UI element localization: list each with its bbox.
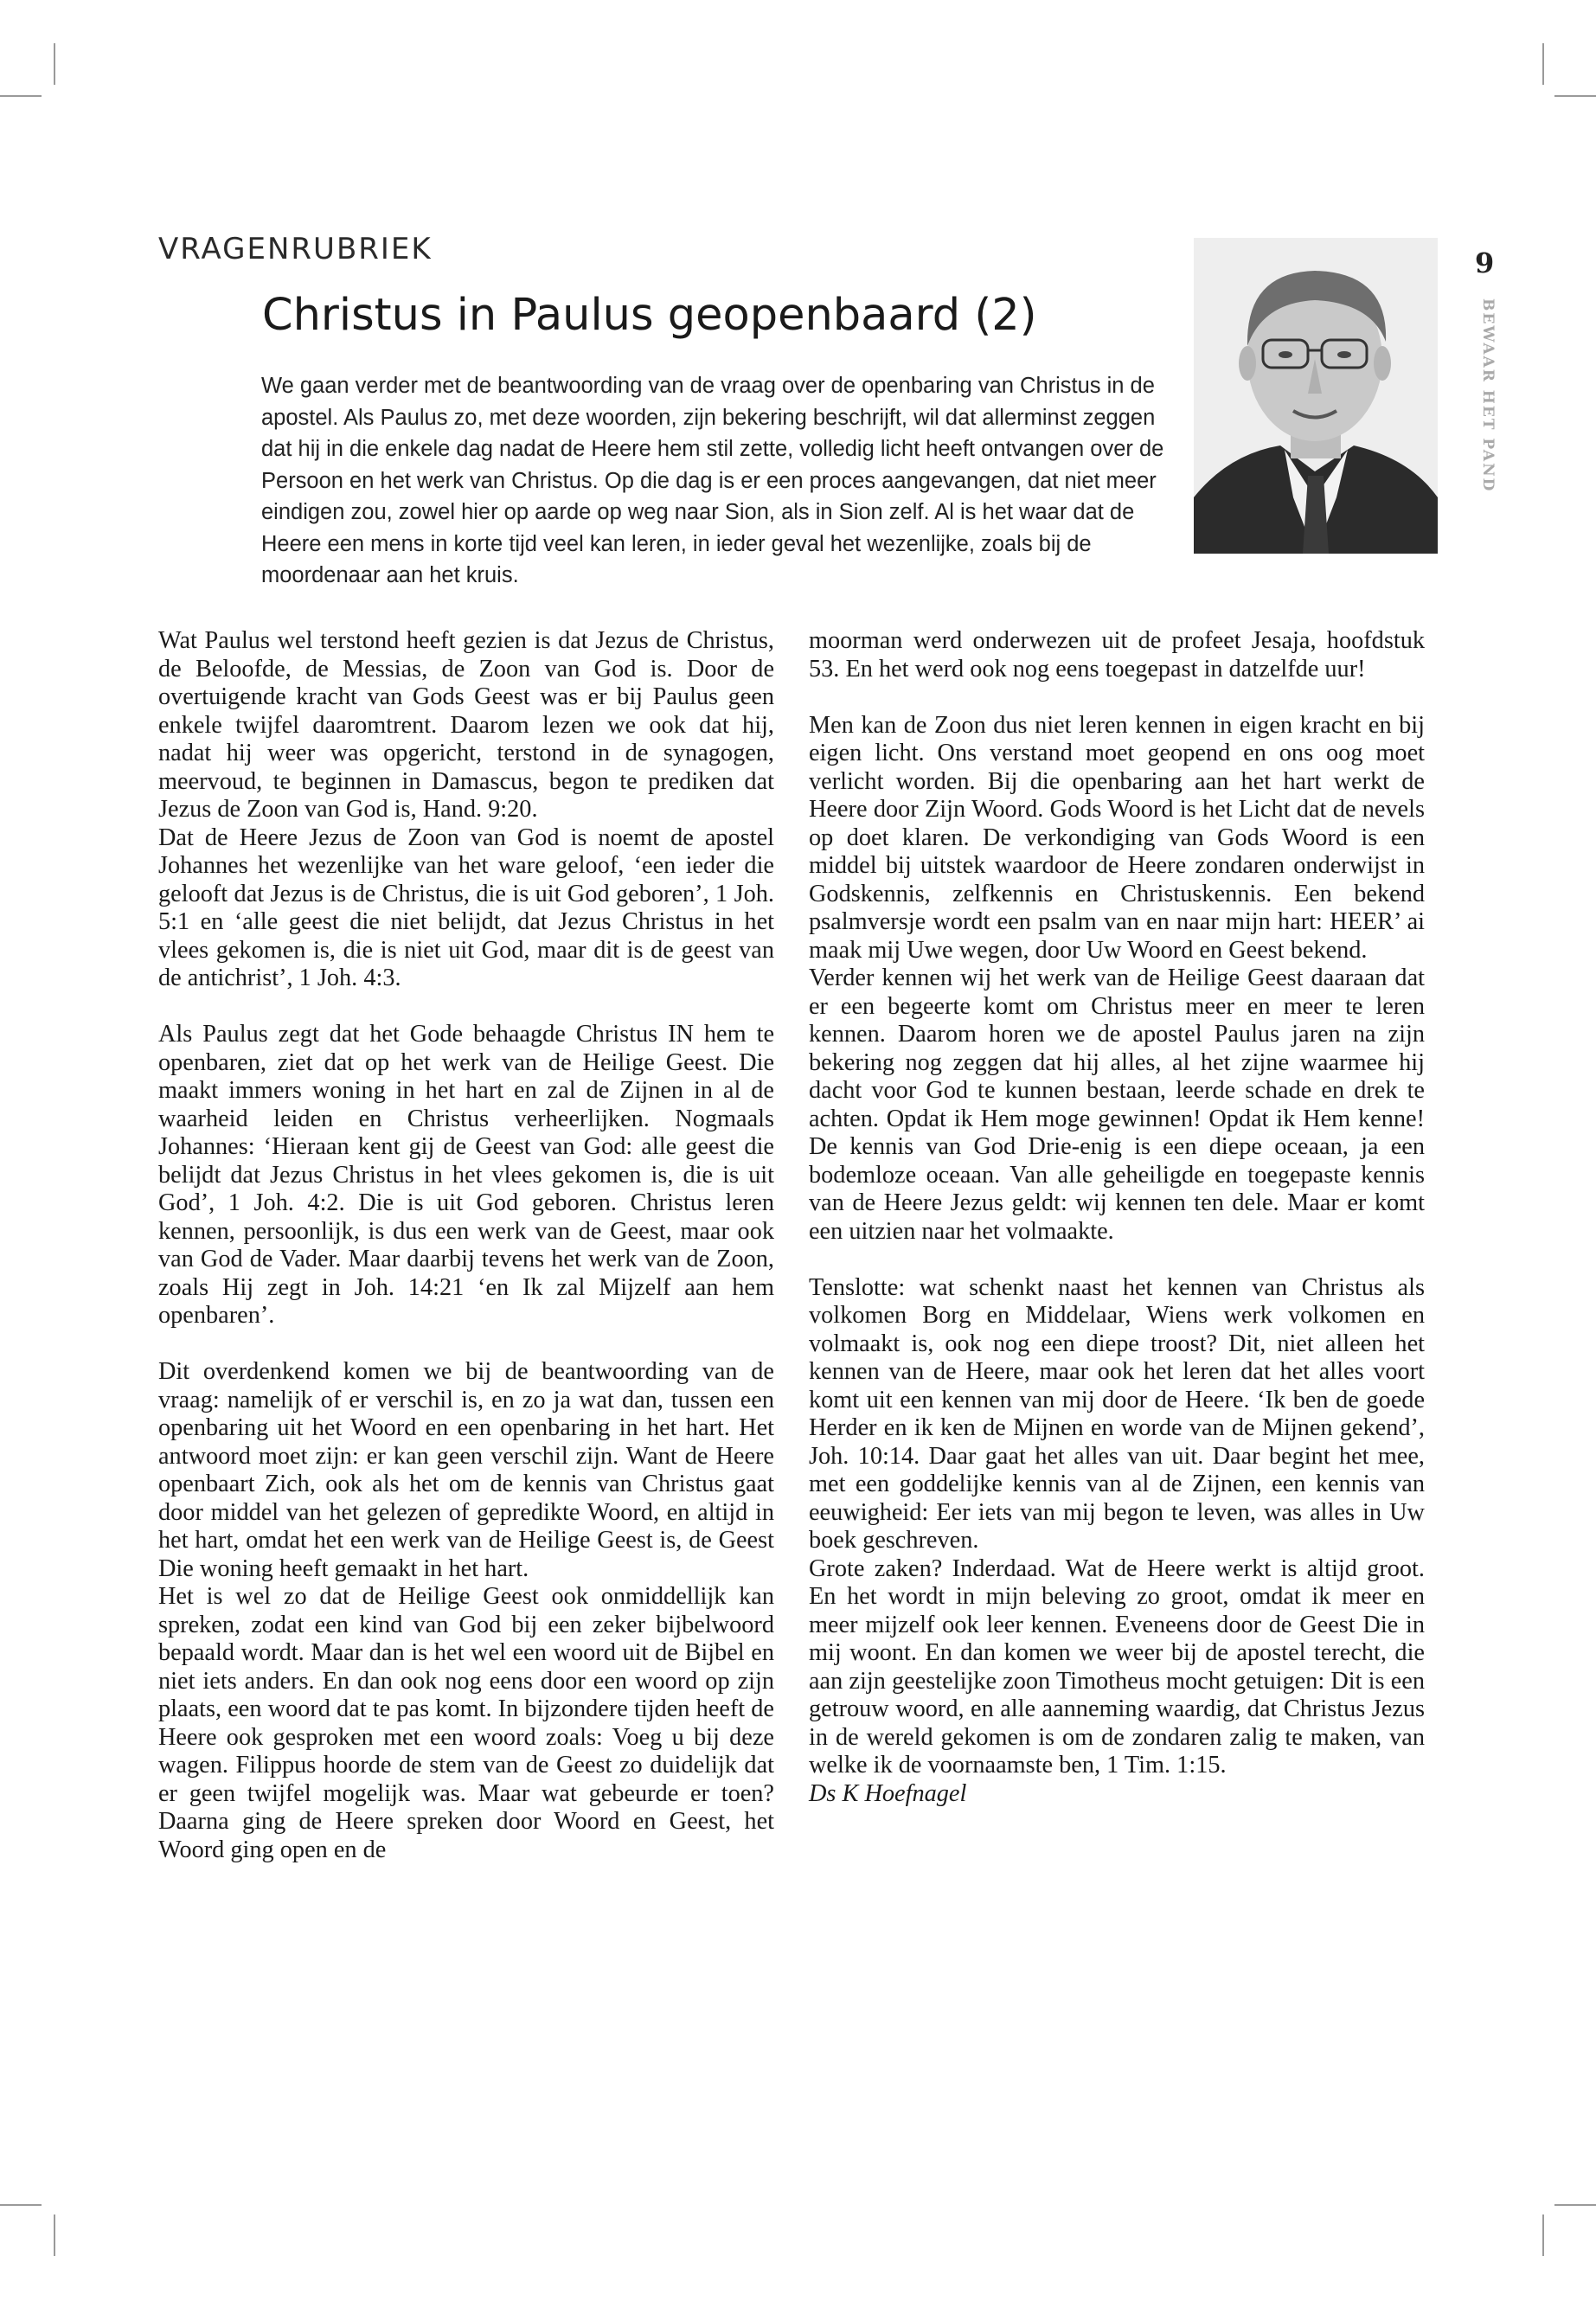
portrait-icon [1194, 238, 1438, 554]
crop-mark [54, 2214, 55, 2256]
intro-paragraph: We gaan verder met de beantwoording van de vraag over de openbaring van Christus in de apostel. Als Paulus zo, met deze woorden, zijn bekering beschrijft, wil dat allerminst zeggen dat hij in die enkele dag nadat de Heere hem stil zette, volledig licht heeft ontvangen over de Persoon en het werk van Christus. Op die dag is er een proces aangevangen, dat niet meer eindigen zou, zowel hier op aarde op weg naar Sion, als in Sion zelf. Al is het waar dat de Heere een mens in korte tijd veel kan leren, in ieder geval het wezenlijke, zoals bij de moordenaar aan het kruis. [261, 374, 1164, 587]
left-column [158, 627, 774, 1864]
crop-mark [0, 95, 42, 97]
crop-mark [54, 43, 55, 85]
body-paragraph: Als Paulus zegt dat het Gode behaagde Christus IN hem te openbaren, ziet dat op het werk van de Heilige Geest. Die maakt immers woning in het hart en zal de Zijnen in al de waarheid leiden en Christus verheerlijken. Nogmaals Johannes: ‘Hieraan kent gij de Geest van God: alle geest die belijdt dat Jezus Christus in het vlees gekomen is, die is uit God’, 1 Joh. 4:2. Die is uit God geboren. Christus leren kennen, persoonlijk, is dus een werk van de Geest, maar ook van God de Vader. Maar daarbij tevens het werk van de Zoon, zoals Hij zegt in Joh. 14:21 ‘en Ik zal Mijzelf aan hem openbaren’. [158, 1021, 774, 1329]
crop-mark [1554, 95, 1596, 97]
crop-mark [1554, 2204, 1596, 2206]
page-number: 9 [1475, 247, 1495, 279]
portrait-photo [1194, 238, 1438, 554]
author-signature: Ds K Hoefnagel [809, 1779, 967, 1807]
body-paragraph: Wat Paulus wel terstond heeft gezien is dat Jezus de Christus, de Beloofde, de Messias, de Zoon van God is. Door de overtuigende kracht van Gods Geest was er bij Paulus geen enkele twijfel daaromtrent. Daarom lezen we ook dat hij, nadat hij weer was opgericht, terstond in de synagogen, meervoud, te beginnen in Damascus, begon te prediken dat Jezus de Zoon van God is, Hand. 9:20. Dat de Heere Jezus de Zoon van God is noemt de apostel Johannes het wezenlijke van het ware geloof, ‘een ieder die gelooft dat Jezus is de Christus, die is uit God geboren’, 1 Joh. 5:1 en ‘alle geest die niet belijdt, dat Jezus Christus in het vlees gekomen is, die is niet uit God, maar dit is de geest van de antichrist’, 1 Joh. 4:3. [158, 627, 774, 991]
body-paragraph: Dit overdenkend komen we bij de beantwoording van de vraag: namelijk of er verschil is, en zo ja wat dan, tussen een openbaring uit het Woord en een openbaring in het hart. Het antwoord moet zijn: er kan geen verschil zijn. Want de Heere openbaart Zich, ook als het om de kennis van Christus gaat door middel van het gelezen of gepredikte Woord, en altijd in het hart, omdat het een werk van de Heilige Geest is, de Geest Die woning heeft gemaakt in het hart. Het is wel zo dat de Heilige Geest ook onmiddellijk kan spreken, zodat een kind van God bij een zeker bijbelwoord bepaald wordt. Maar dan is het wel een woord uit de Bijbel en niet iets anders. En dan ook nog eens door een woord op zijn plaats, een woord dat te pas komt. In bijzondere tijden heeft de Heere ook gesproken met een woord zoals: Voeg u bij deze wagen. Filippus hoorde de stem van de Geest zo duidelijk dat er geen twijfel mogelijk was. Maar wat gebeurde er toen? Daarna ging de Heere spreken door Woord en Geest, het Woord ging open en de [158, 1358, 774, 1863]
section-rubric: VRAGENRUBRIEK [158, 232, 433, 266]
body-paragraph: Tenslotte: wat schenkt naast het kennen van Christus als volkomen Borg en Middelaar, Wiens werk volkomen en volmaakt is, ook nog een diepe troost? Dit, niet alleen het kennen van de Heere, maar ook het leren dat het alles voort komt uit een kennen van mij door de Heere. ‘Ik ben de goede Herder en ik ken de Mijnen en worde van de Mijnen gekend’, Joh. 10:14. Daar gaat het alles van uit. Daar begint het mee, met een goddelijke kennis van al de Zijnen, een kennis van eeuwigheid: Eer iets van mij begon te leven, was alles in Uw boek geschreven. Grote zaken? Inderdaad. Wat de Heere werkt is altijd groot. En het wordt in mijn beleving zo groot, omdat ik meer en meer mijzelf ook leer kennen. Eveneens door de Geest Die in mij woont. En dan komen we weer bij de apostel terecht, die aan zijn geestelijke zoon Timotheus mocht getuigen: Dit is een getrouw woord, en alle aanneming waardig, dat Christus Jezus in de wereld gekomen is om de zondaren zalig te maken, van welke ik de voornaamste ben, 1 Tim. 1:15. [809, 1273, 1425, 1779]
crop-mark [1542, 43, 1544, 85]
right-column [809, 627, 1425, 1808]
crop-mark [1542, 2214, 1544, 2256]
body-paragraph: Men kan de Zoon dus niet leren kennen in eigen kracht en bij eigen licht. Ons verstand moet geopend en ons oog moet verlicht worden. Bij die openbaring aan het hart werkt de Heere door Zijn Woord. Gods Woord is het Licht dat de nevels op doet klaren. De verkondiging van Gods Woord is een middel bij uitstek waardoor de Heere zondaren onderwijst in Godskennis, zelfkennis en Christuskennis. Een bekend psalmversje wordt een psalm van en naar mijn hart: HEER’ ai maak mij Uwe wegen, door Uw Woord en Geest bekend. Verder kennen wij het werk van de Heilige Geest daaraan dat er een begeerte komt om Christus meer en meer te leren kennen. Daarom horen we de apostel Paulus jaren na zijn bekering nog zeggen dat hij alles, al het zijne waarmee hij dacht voor God te kunnen bestaan, leerde schade en drek te achten. Opdat ik Hem moge gewinnen! Opdat ik Hem kenne! De kennis van God Drie-enig is een diepe oceaan, ja een bodemloze oceaan. Van alle geheiligde en toegepaste kennis van de Heere Jezus geldt: wij kennen ten dele. Maar er komt een uitzien naar het volmaakte. [809, 711, 1425, 1245]
crop-mark [0, 2204, 42, 2206]
side-label: BEWAAR HET PAND [1479, 298, 1497, 493]
article-title: Christus in Paulus geopenbaard (2) [262, 290, 1037, 341]
body-paragraph: moorman werd onderwezen uit de profeet Jesaja, hoofdstuk 53. En het werd ook nog eens toegepast in datzelfde uur! [809, 627, 1425, 683]
